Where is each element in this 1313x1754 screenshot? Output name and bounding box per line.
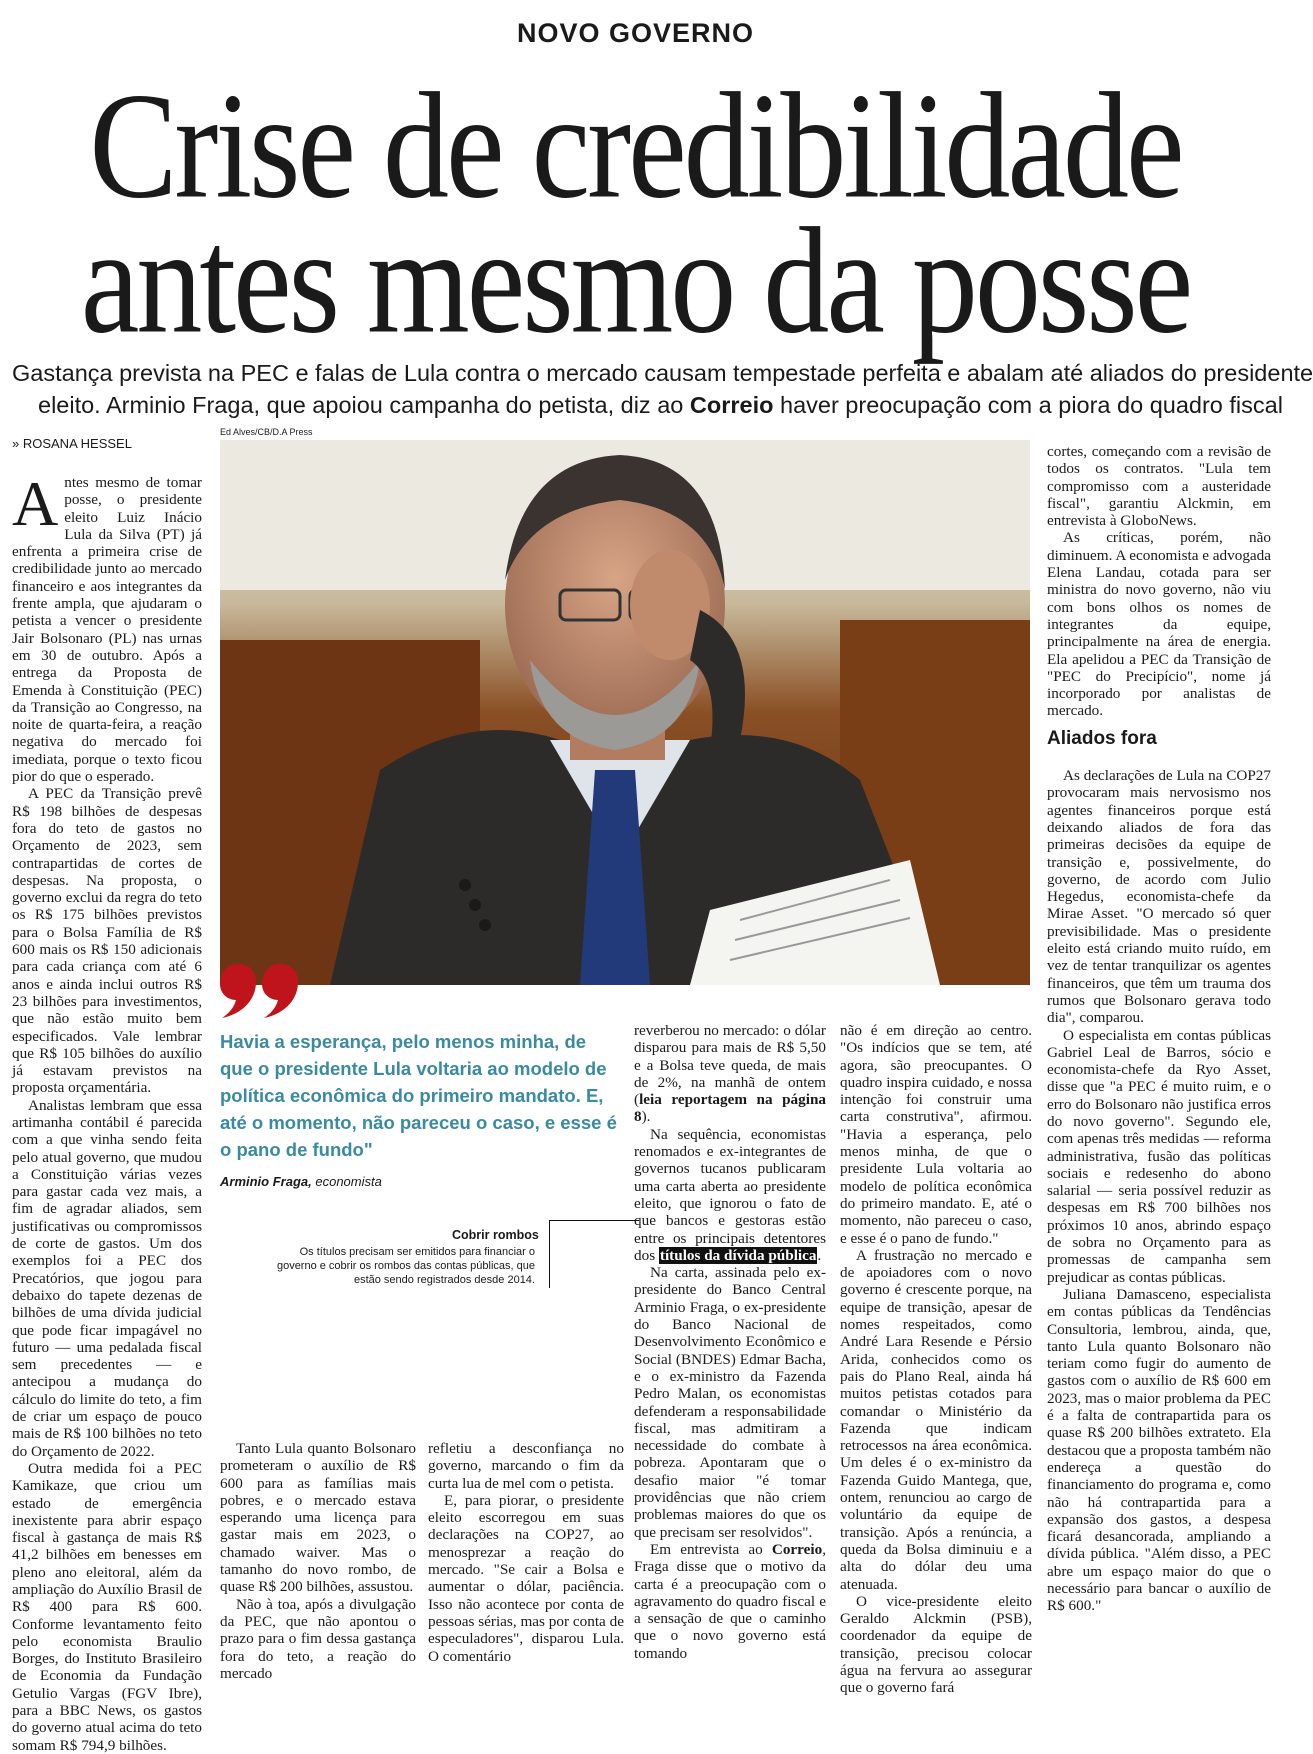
article-column-4: reverberou no mercado: o dólar disparou para mais de R$ 5,50 e a Bolsa teve queda, de mais de 2%, na manhã de ontem (leia reportagem na página 8). Na sequência, economistas renomados e ex-integrantes de governos tucanos publicaram uma carta aberta ao presidente eleito, que ignorou o fato de que bancos e gestoras estão entre os principais detentores dos títulos da dívida pública. Na carta, assinada pelo ex-presidente do Banco Central Arminio Fraga, o ex-presidente do Banco Nacional de Desenvolvimento Econômico e Social (BNDES) Edmar Bacha, e o ex-ministro da Fazenda Pedro Malan, os economistas defenderam a responsabilidade fiscal, mas admitiram a necessidade do combate à pobreza. Apontaram que o desafio maior "é tomar providências que não criem problemas maiores do que os que precisam ser resolvidos". Em entrevista ao Correio, Fraga disse que o motivo da carta é a preocupação com o agravamento do quadro fiscal e a sensação de que o caminho que o novo governo está tomando [634, 1022, 826, 1662]
sidebar-title: Cobrir rombos [452, 1228, 539, 1242]
pull-quote-attribution: Arminio Fraga, economista [220, 1174, 382, 1189]
article-column-5: não é em direção ao centro. "Os indícios que se tem, até agora, são preocupantes. O quadro inspira cuidado, e nossa intenção foi construir uma carta construtiva", afirmou. "Havia a esperança, pelo menos minha, de que o presidente Lula voltaria ao modelo de política econômica do primeiro mandato. E, até o momento, não pareceu o caso, e esse é o pano de fundo." A frustração no mercado e de apoiadores com o novo governo é crescente porque, na equipe de transição, apesar de nomes respeitados, como André Lara Resende e Pérsio Arida, conhecidos como os pais do Plano Real, ainda há muitos petistas cotados para comandar o Ministério da Fazenda que indicam retrocessos na área econômica. Um deles é o ex-ministro da Fazenda Guido Mantega, que, ontem, renunciou ao cargo de voluntário da equipe de transição. Após a renúncia, a queda da Bolsa diminuiu e a alta do dólar deu uma atenuada. O vice-presidente eleito Geraldo Alckmin (PSB), coordenador da equipe de transição, precisou colocar água na fervura ao assegurar que o governo fará [840, 1022, 1032, 1697]
headline-line-2: antes mesmo da posse [80, 195, 1191, 365]
article-column-3: refletiu a desconfiança no governo, marcando o fim da curta lua de mel com o petista. E, para piorar, o presidente eleito escorregou em suas declarações na COP27, ao menosprezar a reação do mercado. "Se cair a Bolsa e aumentar o dólar, paciência. Isso não acontece por conta de pessoas sérias, mas por conta de especuladores", disparou Lula. O comentário [428, 1440, 624, 1665]
article-column-6: cortes, começando com a revisão de todos os contratos. "Lula tem compromisso com a austeridade fiscal", garantiu Alckmin, em entrevista à GloboNews. As críticas, porém, não diminuem. A economista e advogada Elena Landau, cotada para ser ministra do novo governo, não viu com bons olhos os nomes de integrantes da equipe, principalmente na área de energia. Ela apelidou a PEC da Transição de "PEC do Precipício", nome já incorporado por analistas de mercado. Aliados fora As declarações de Lula na COP27 provocaram mais nervosismo nos agentes financeiros porque está deixando aliados de fora das primeiras decisões da equipe de transição e, possivelmente, do governo, de acordo com Julio Hegedus, economista-chefe da Mirae Asset. "O mercado só quer previsibilidade. Mas o presidente eleito está criando muito ruído, em vez de tentar tranquilizar os agentes financeiros, que têm um trauma dos rumos que Bolsonaro gerava todo dia", comparou. O especialista em contas públicas Gabriel Leal de Barros, sócio e economista-chefe da Ryo Asset, disse que "a PEC é muito ruim, e o erro do Bolsonaro não justifica erros do novo governo". Segundo ele, com apenas três medidas — reforma administrativa, fusão das políticas sociais e redesenho do abono salarial — seria possível reduzir as despesas em R$ 700 bilhões nos próximos 10 anos, abrindo espaço de sobra no Orçamento para as promessas de campanha sem prejudicar as contas públicas. Juliana Damasceno, especialista em contas públicas da Tendências Consultoria, lembrou, ainda, que, tanto Lula quanto Bolsonaro não teriam como fugir do aumento de gastos com o auxílio de R$ 600 em 2023, mas o maior problema da PEC é a falta de contrapartida para os quase R$ 200 bilhões extrateto. Ela destacou que a proposta também não endereça a questão do financiamento do programa e, como não há contrapartida para a expansão dos gastos, a despesa ficará desancorada, ampliando a dívida pública. "Além disso, a PEC abre um espaço maior do que o necessário para bancar o auxílio de R$ 600." [1047, 443, 1271, 1615]
deck-line-1: Gastança prevista na PEC e falas de Lula contra o mercado causam tempestade perfeita e abalam até aliados do presidente [12, 360, 1313, 386]
article-column-1: Antes mesmo de tomar posse, o presidente eleito Luiz Inácio Lula da Silva (PT) já enfrenta a primeira crise de credibilidade junto ao mercado financeiro e aos integrantes da frente ampla, que ajudaram o petista a vencer o presidente Jair Bolsonaro (PL) nas urnas em 30 de outubro. Após a entrega da Proposta de Emenda à Constituição (PEC) da Transição ao Congresso, na noite de quarta-feira, a reação negativa do mercado foi imediata, porque o texto ficou pior do que o esperado. A PEC da Transição prevê R$ 198 bilhões de despesas fora do teto de gastos no Orçamento de 2023, sem contrapartidas de cortes de despesas. Na proposta, o governo exclui da regra do teto os R$ 175 bilhões previstos para o Bolsa Família de R$ 600 mais os R$ 150 adicionais para cada criança com até 6 anos e ainda inclui outros R$ 23 bilhões para investimentos, que não estão muito bem especificados. Vale lembrar que R$ 105 bilhões do auxílio já estavam previstos na proposta orçamentária. Analistas lembram que essa artimanha contábil é parecida com a que vinha sendo feita pelo atual governo, que mudou a Constituição várias vezes para gastar cada vez mais, a fim de agradar aliados, sem justificativas ou compromissos de corte de gastos. Um dos exemplos foi a PEC dos Precatórios, que jogou para debaixo do tapete dezenas de bilhões de uma dívida judicial que pode ficar impagável no futuro — uma pedalada fiscal sem precedentes — e antecipou a mudança do cálculo do limite do teto, a fim de criar um espaço de pouco mais de R$ 100 bilhões no teto do Orçamento de 2022. Outra medida foi a PEC Kamikaze, que criou um estado de emergência inexistente para abrir espaço fiscal à gastança de mais R$ 41,2 bilhões em benesses em pleno ano eleitoral, além da ampliação do Auxílio Brasil de R$ 400 para R$ 600. Conforme levantamento feito pelo economista Braulio Borges, do Instituto Brasileiro de Economia da Fundação Getulio Vargas (FGV Ibre), para a BBC News, os gastos do governo atual acima do teto somam R$ 794,9 bilhões. [12, 468, 202, 1754]
headline-line-1: Crise de credibilidade [89, 60, 1182, 230]
drop-cap: A [12, 468, 59, 539]
subheading: Aliados fora [1047, 727, 1157, 749]
deck-newspaper-name: Correio [689, 392, 774, 418]
highlighted-term: títulos da dívida pública [659, 1246, 817, 1264]
deck-line-2: eleito. Arminio Fraga, que apoiou campanha do petista, diz ao Correio haver preocupação com a piora do quadro fiscal [38, 392, 1283, 418]
article-column-2: Tanto Lula quanto Bolsonaro prometeram o auxílio de R$ 600 para as famílias mais pobres, e o mercado estava esperando uma licença para gastar mais em 2023, o chamado waiver. Mas o tamanho do novo rombo, de quase R$ 200 bilhões, assustou. Não à toa, após a divulgação da PEC, que não apontou o prazo para o fim dessa gastança fora do teto, a reação do mercado [220, 1440, 416, 1682]
sidebar-connector-horizontal [549, 1220, 639, 1221]
section-kicker: NOVO GOVERNO [516, 18, 755, 48]
pull-quote: Havia a esperança, pelo menos minha, de que o presidente Lula voltaria ao modelo de política econômica do primeiro mandato. E, até o momento, não pareceu o caso, e esse é o pano de fundo" [220, 1031, 617, 1160]
sidebar-connector-vertical [549, 1220, 550, 1288]
sidebar-body: Os títulos precisam ser emitidos para financiar o governo e cobrir os rombos das contas públicas, que estão sendo registrados desde 2014. [276, 1246, 535, 1286]
byline: » ROSANA HESSEL [12, 436, 132, 451]
photo-illustration [220, 440, 1030, 985]
photo-arminio-fraga [220, 440, 1030, 985]
quote-mark-icon [218, 960, 300, 1025]
photo-credit: Ed Alves/CB/D.A Press [220, 427, 313, 437]
